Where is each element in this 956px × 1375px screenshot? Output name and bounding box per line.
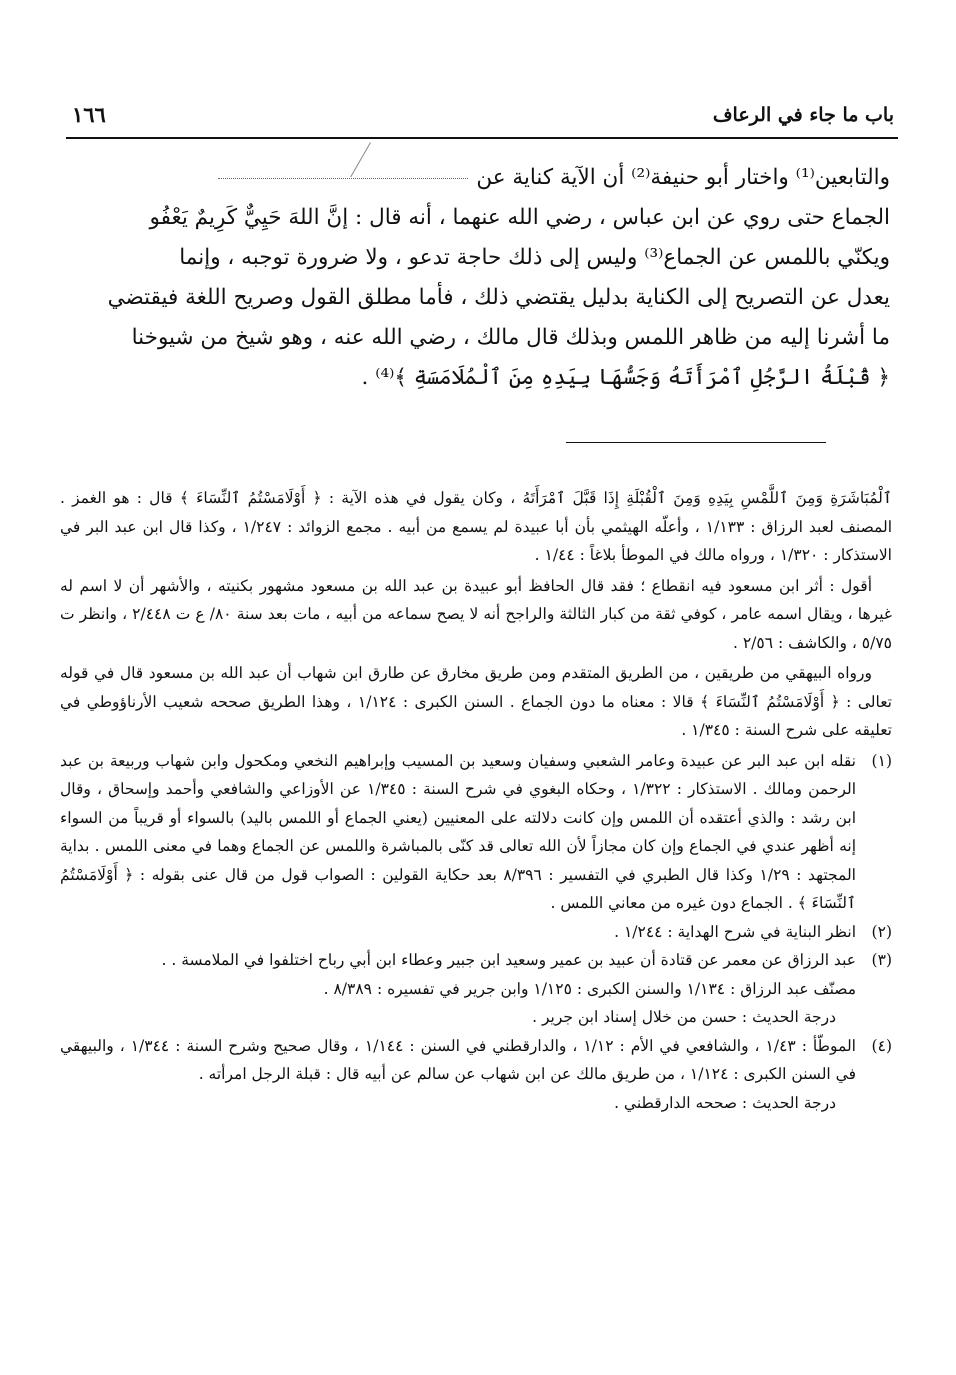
footnote-number: (٤) (871, 1036, 892, 1055)
footnote-number: (٣) (871, 951, 892, 969)
footnote-text: نقله ابن عبد البر عن عبيدة وعامر الشعبي وسفيان وسعيد بن المسيب وإبراهيم النخعي ومكحول وابن شهاب وربيعة بن عبد الرحمن ومالك . الاستذكار : ١/٣٢٢ ، وحكاه البغوي في شرح السنة : ١/٣٤٥ عن الأوزاعي والشافعي وأحمد وإسحاق ، وقال ابن رشد : والذي أعتقده أن اللمس وإن كانت دلالته على المعنيين (يعني الجماع أو اللمس باليد) بالسواء أو قريباً من السواء إنه أظهر عندي في الجماع وإن كان مجازاً لأن الله تعالى قد كنّى بالمباشرة واللمس عن الجماع وهما في معنى اللمس . بداية المجتهد : ١/٢٩ وكذا قال الطبري في التفسير : ٨/٣٩٦ بعد حكاية القولين : الصواب قول من قال عنى بقوله : ﴿ أَوْلَامَسْتُمُ ٱلنِّسَاءَ ﴾ . الجماع دون غيره من معاني اللمس . (60, 751, 856, 912)
footnote-3 (60, 946, 892, 975)
main-line-6: ﴿ قُبْلَةُ الرَّجُلِ ٱمْرَأَتَهُ وَجَسُّهَا بِيَدِهِ مِنَ ٱلْمُلَامَسَةِ ﴾⁽⁴⁾ . (361, 365, 890, 390)
footnote-1 (60, 747, 892, 918)
dotted-leader (218, 177, 468, 179)
footnote-3-sources: مصنّف عبد الرزاق : ١/١٣٤ والسنن الكبرى : ١/١٢٥ وابن جرير في تفسيره : ٨/٣٨٩ . (323, 979, 856, 998)
footnote-number: (١) (871, 751, 892, 770)
footnote-text: الموطّأ : ١/٤٣ ، والشافعي في الأم : ١/١٢ ، والدارقطني في السنن : ١/١٤٤ ، وقال صحيح وشرح السنة : ١/٣٤٤ ، والبيهقي في السنن الكبرى : ١/١٢٤ ، من طريق مالك عن ابن شهاب عن سالم عن أبيه قال : قبلة الرجل امرأته . (60, 1036, 856, 1083)
footnote-text: انظر البناية في شرح الهداية : ١/٢٤٤ . (614, 922, 856, 941)
footnote-2 (60, 918, 892, 947)
main-line-2: الجماع حتى روي عن ابن عباس ، رضي الله عنهما ، أنه قال : إنَّ اللهَ حَيِيٌّ كَرِيمٌ يَعْفُو (149, 205, 890, 230)
main-line-3: ويكنّي باللمس عن الجماع⁽³⁾ وليس إلى ذلك حاجة تدعو ، ولا ضرورة توجبه ، وإنما (179, 245, 890, 270)
footnotes (60, 484, 892, 1117)
footnote-number: (٢) (871, 922, 892, 941)
footnote-4 (60, 1032, 892, 1089)
chapter-title: باب ما جاء في الرعاف (712, 104, 894, 126)
main-line-5: ما أشرنا إليه من ظاهر اللمس وبذلك قال مالك ، رضي الله عنه ، وهو شيخ من شيوخنا (131, 325, 890, 350)
footnote-4-grade: درجة الحديث : صححه الدارقطني . (614, 1093, 836, 1112)
footnote-text: عبد الرزاق عن معمر عن قتادة أن عبيد بن عمير وسعيد ابن جبير وعطاء ابن أبي رباح اختلفوا في الملامسة . . (161, 951, 856, 969)
main-line-4: يعدل عن التصريح إلى الكناية بدليل يقتضي ذلك ، فأما مطلق القول وصريح اللغة فيقتضي (107, 285, 890, 310)
footnote-continuation-2: أقول : أثر ابن مسعود فيه انقطاع ؛ فقد قال الحافظ أبو عبيدة بن عبد الله بن مسعود مشهور بكنيته ، والأشهر أن لا اسم له غيرها ، ويقال اسمه عامر ، كوفي ثقة من كبار الثالثة والراجح أنه لا يصح سماعه من أبيه ، مات بعد سنة ٨٠/ ع ت ٢/٤٤٨ ، وانظر ت ٥/٧٥ ، والكاشف : ٢/٥٦ . (60, 576, 892, 652)
footnote-separator (566, 442, 826, 443)
main-line-1: والتابعين⁽¹⁾ واختار أبو حنيفة⁽²⁾ أن الآية كناية عن (62, 158, 890, 198)
header-rule (66, 137, 898, 139)
footnote-continuation-1: ٱلْمُبَاشَرَةِ وَمِنَ ٱللَّمْسِ بِيَدِهِ وَمِنَ ٱلْقُبْلَةِ إِذَا قَبَّلَ ٱمْرَأَتَهُ ، وكان يقول في هذه الآية : ﴿ أَوْلَامَسْتُمُ ٱلنِّسَاءَ ﴾ قال : هو الغمز . المصنف لعبد الرزاق : ١/١٣٣ ، وأعلّه الهيثمي بأن أبا عبيدة لم يسمع من أبيه . مجمع الزوائد : ١/٢٤٧ ، وكذا قال ابن عبد البر في الاستذكار : ١/٣٢٠ ، ورواه مالك في الموطأ بلاغاً : ١/٤٤ . (60, 489, 893, 564)
main-text (62, 158, 890, 398)
footnote-continuation-3: ورواه البيهقي من طريقين ، من الطريق المتقدم ومن طريق مخارق عن طارق ابن شهاب أن عبد الله بن مسعود قال في قوله تعالى : ﴿ أَوْلَامَسْتُمُ ٱلنِّسَاءَ ﴾ قالا : معناه ما دون الجماع . السنن الكبرى : ١/١٢٤ ، وهذا الطريق صححه شعيب الأرناؤوطي في تعليقه على شرح السنة : ١/٣٤٥ . (60, 664, 892, 739)
footnote-3-grade: درجة الحديث : حسن من خلال إسناد ابن جرير . (532, 1008, 836, 1026)
page-number: ١٦٦ (72, 102, 106, 127)
